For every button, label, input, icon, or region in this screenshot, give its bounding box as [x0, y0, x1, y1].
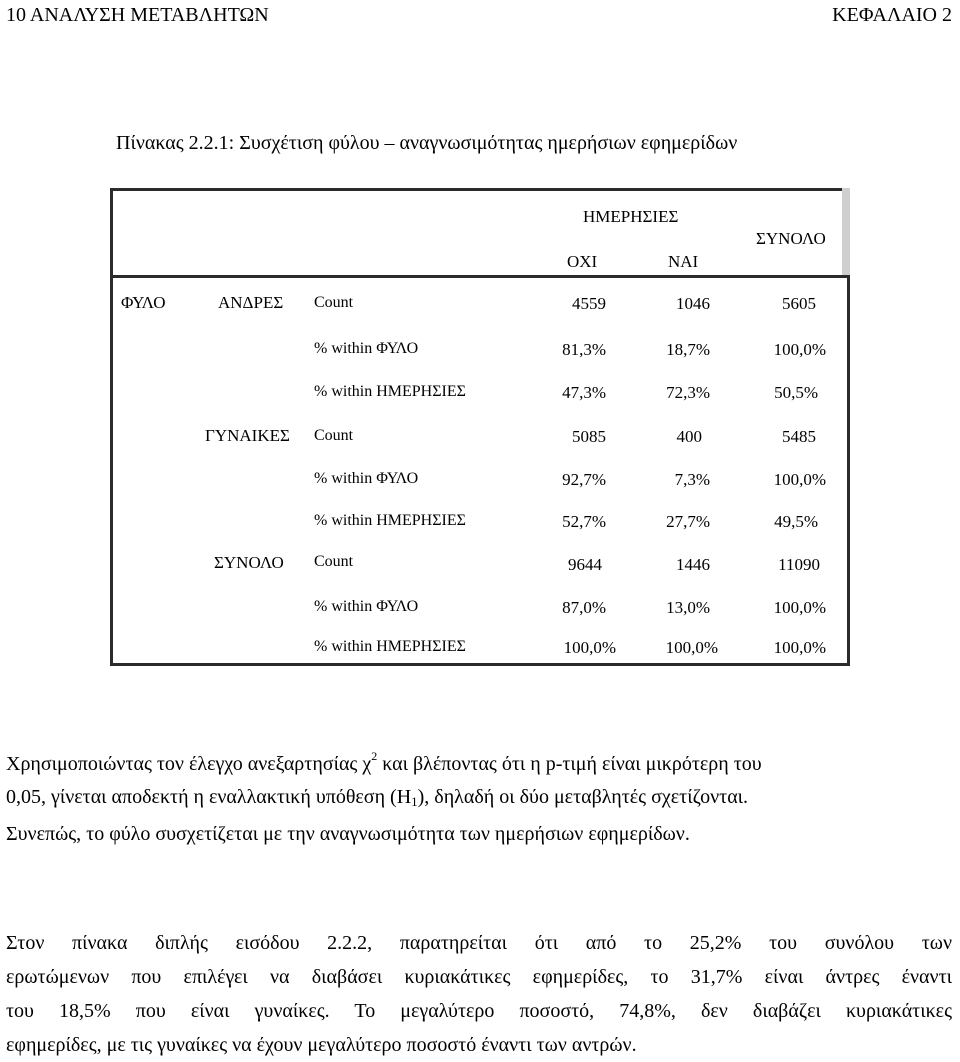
value-cell: 47,3% — [562, 383, 606, 402]
value-cell: 5485 — [782, 427, 816, 446]
value-cell: 5085 — [572, 427, 606, 446]
header-divider — [110, 275, 850, 278]
value-cell: 100,0% — [773, 598, 826, 617]
paragraph-line: ερωτώμενων που επιλέγει να διαβάσει κυριακάτικες εφημερίδες, το 31,7% είναι άντρες έναντι — [6, 966, 952, 988]
conclusion-paragraph — [6, 740, 952, 851]
running-head-right: ΚΕΦΑΛΑΙΟ 2 — [832, 4, 952, 26]
running-head-left: 10 ΑΝΑΛΥΣΗ ΜΕΤΑΒΛΗΤΩΝ — [6, 4, 269, 26]
value-cell: 1446 — [676, 555, 710, 574]
value-cell: 87,0% — [562, 598, 606, 617]
value-cell: 100,0% — [563, 638, 616, 657]
text-run: ), δηλαδή οι δύο μεταβλητές σχετίζονται. — [417, 786, 749, 808]
value-cell: 27,7% — [666, 512, 710, 531]
stat-label: Count — [314, 427, 354, 444]
stat-label: % within ΗΜΕΡΗΣΙΕΣ — [314, 383, 466, 400]
value-cell: 4559 — [572, 294, 606, 313]
row-variable-label: ΦΥΛΟ — [121, 293, 166, 312]
group-label-men: ΑΝΔΡΕΣ — [218, 293, 284, 312]
value-cell: 13,0% — [666, 598, 710, 617]
stat-label: % within ΗΜΕΡΗΣΙΕΣ — [314, 638, 466, 655]
text-run: 0,05, γίνεται αποδεκτή η εναλλακτική υπόθεση (Η — [6, 786, 412, 808]
group-label-total: ΣΥΝΟΛΟ — [214, 553, 284, 572]
table-caption: Πίνακας 2.2.1: Συσχέτιση φύλου – αναγνωσιμότητας ημερήσιων εφημερίδων — [116, 132, 738, 154]
group-label-women: ΓΥΝΑΙΚΕΣ — [205, 426, 290, 445]
stat-label: Count — [314, 294, 354, 311]
header-shade — [842, 188, 850, 278]
value-cell: 50,5% — [774, 383, 818, 402]
paragraph-line: του 18,5% που είναι γυναίκες. Το μεγαλύτερο ποσοστό, 74,8%, δεν διαβάζει κυριακάτικες — [6, 1000, 952, 1022]
value-cell: 100,0% — [773, 638, 826, 657]
group-header: ΗΜΕΡΗΣΙΕΣ — [583, 207, 679, 226]
value-cell: 52,7% — [562, 512, 606, 531]
stat-label: Count — [314, 553, 354, 570]
paragraph-line: Συνεπώς, το φύλο συσχετίζεται με την αναγνωσιμότητα των ημερήσιων εφημερίδων. — [6, 823, 690, 845]
value-cell: 5605 — [782, 294, 816, 313]
col-header-no: ΟΧΙ — [567, 252, 598, 271]
value-cell: 400 — [676, 427, 702, 446]
paragraph-line — [6, 740, 952, 781]
value-cell: 7,3% — [674, 470, 710, 489]
subscript: 1 — [411, 794, 418, 809]
value-cell: 92,7% — [562, 470, 606, 489]
col-header-yes: ΝΑΙ — [668, 252, 699, 271]
value-cell: 9644 — [568, 555, 602, 574]
value-cell: 81,3% — [562, 340, 606, 359]
paragraph-line: Στον πίνακα διπλής εισόδου 2.2.2, παρατηρείται ότι από το 25,2% του συνόλου των — [6, 932, 952, 954]
value-cell: 18,7% — [666, 340, 710, 359]
text-run: Χρησιμοποιώντας τον έλεγχο ανεξαρτησίας χ — [6, 753, 372, 775]
paragraph-line: εφημερίδες, με τις γυναίκες να έχουν μεγαλύτερο ποσοστό έναντι των αντρών. — [6, 1034, 637, 1056]
col-header-total: ΣΥΝΟΛΟ — [756, 229, 826, 248]
stat-label: % within ΗΜΕΡΗΣΙΕΣ — [314, 512, 466, 529]
value-cell: 49,5% — [774, 512, 818, 531]
stat-label: % within ΦΥΛΟ — [314, 340, 419, 357]
body-paragraph — [6, 926, 952, 1062]
value-cell: 100,0% — [665, 638, 718, 657]
stat-label: % within ΦΥΛΟ — [314, 470, 419, 487]
value-cell: 1046 — [676, 294, 710, 313]
superscript: 2 — [371, 749, 378, 763]
paragraph-line — [6, 781, 952, 818]
value-cell: 100,0% — [773, 470, 826, 489]
value-cell: 11090 — [778, 555, 820, 574]
value-cell: 100,0% — [773, 340, 826, 359]
stat-label: % within ΦΥΛΟ — [314, 598, 419, 615]
text-run: και βλέποντας ότι η p-τιμή είναι μικρότερη του — [377, 753, 762, 775]
value-cell: 72,3% — [666, 383, 710, 402]
